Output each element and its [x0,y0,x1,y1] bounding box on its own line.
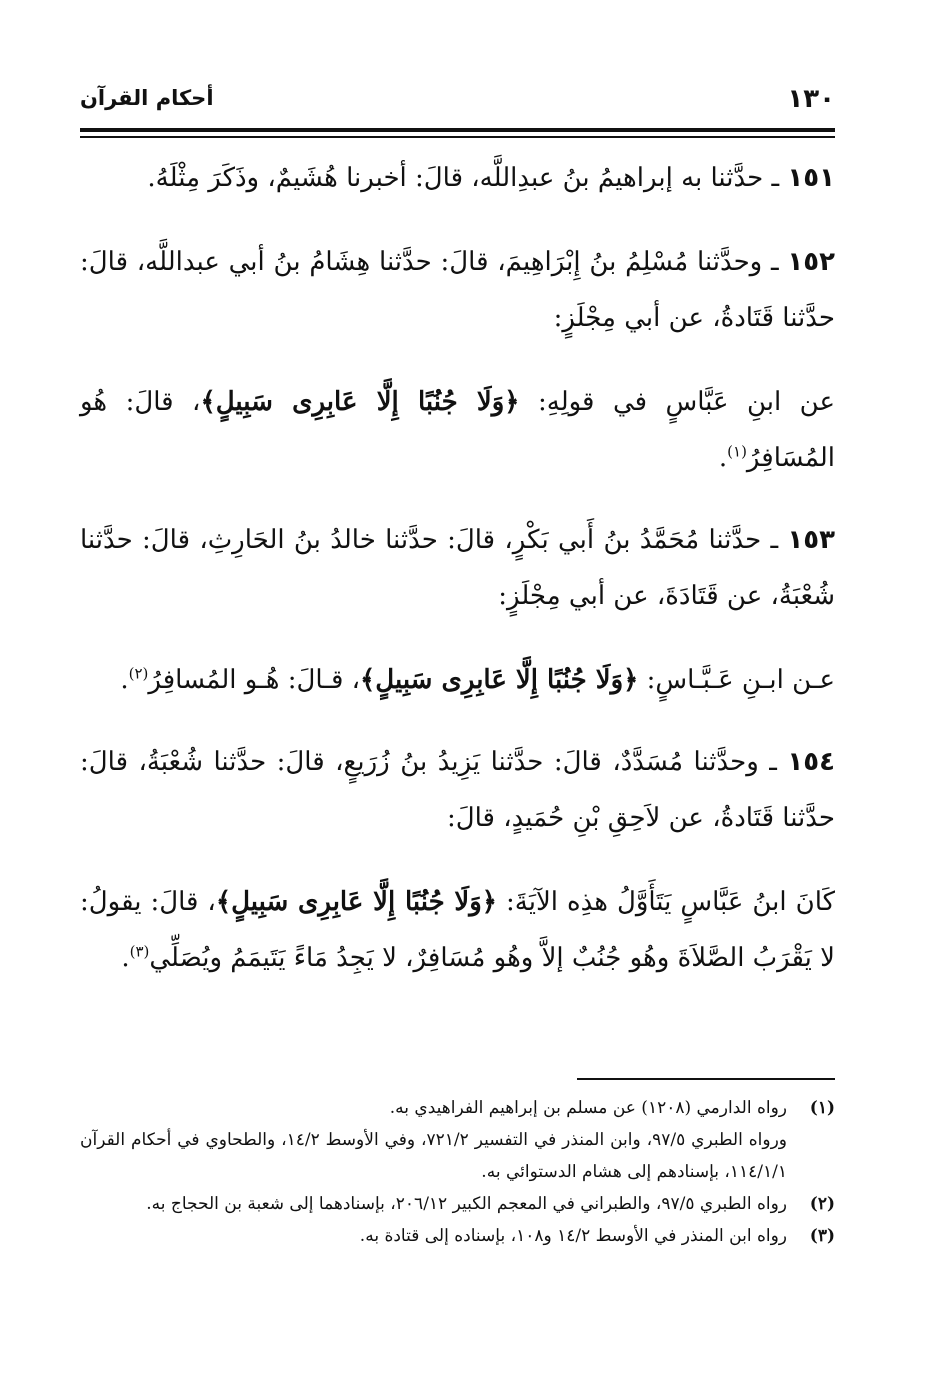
footnote-line: رواه الطبري ٩٧/٥، والطبراني في المعجم الكبير ٢٠٦/١٢، بإسنادهما إلى شعبة بن الحجاج به. [146,1194,787,1214]
footnote-line: رواه الدارمي (١٢٠٨) عن مسلم بن إبراهيم الفراهيدي به. [389,1098,787,1118]
page-header [80,84,835,122]
hadith-text: ـ وحدَّثنا مُسَدَّدٌ، قالَ: حدَّثنا يَزِيدُ بنُ زُرَيعٍ، قالَ: حدَّثنا شُعْبَةُ، قالَ: حدَّثنا قَتَادةُ، عن لاَحِقِ بْنِ حُمَيدٍ، قالَ: [80,747,835,833]
hadith-153 [80,512,835,624]
matn-intro: عن ابنِ عَبَّاسٍ في قولِهِ: [519,387,835,417]
hadith-number: ١٥٣ [787,525,835,555]
matn-end: . [718,443,728,473]
footnote-line: ورواه الطبري ٩٧/٥، وابن المنذر في التفسير ٧٢١/٢، وفي الأوسط ١٤/٢، والطحاوي في أحكام القرآن ١١٤/١/١، بإسنادهم إلى هشام الدستوائي به. [80,1130,788,1182]
hadith-number: ١٥٢ [787,247,835,277]
matn-text: ، قـالَ: هُـو المُسافِرُ [148,665,361,695]
hadith-152 [80,234,835,346]
page-number: ١٣٠ [787,84,835,114]
matn-end: . [120,665,129,695]
footnote-separator [577,1078,835,1080]
header-rule-thick [80,128,835,132]
matn-text: ، قالَ: هُو المُسَافِرُ [80,387,835,473]
footnote-2 [80,1188,835,1220]
footnote-ref-2[interactable]: (٢) [128,664,149,683]
footnote-1 [80,1092,835,1188]
main-text [80,150,835,1014]
hadith-text: ـ حدَّثنا به إبراهيمُ بنُ عبدِاللَّه، قالَ: أخبرنا هُشَيمٌ، وذَكَرَ مِثْلَهُ. [147,163,788,193]
matn-intro: كَانَ ابنُ عَبَّاسٍ يَتَأَوَّلُ هذِه الآيَةَ: [497,887,835,917]
footnote-mark: (١) [809,1098,835,1118]
quran-quote: ﴿وَلَا جُنُبًا إِلَّا عَابِرِى سَبِيلٍ﴾ [360,665,639,695]
quran-quote: ﴿وَلَا جُنُبًا إِلَّا عَابِرِى سَبِيلٍ﴾ [215,887,498,917]
hadith-154-matn [80,874,835,986]
hadith-154 [80,734,835,846]
footnotes [80,1092,835,1252]
hadith-151 [80,150,835,206]
footnote-mark: (٣) [809,1226,835,1246]
footnote-mark: (٢) [809,1194,835,1214]
hadith-153-matn [80,652,835,708]
footnote-ref-1[interactable]: (١) [727,442,747,461]
footnote-ref-3[interactable]: (٣) [129,942,150,961]
hadith-text: ـ وحدَّثنا مُسْلِمُ بنُ إِبْرَاهِيمَ، قالَ: حدَّثنا هِشَامُ بنُ أبي عبداللَّه، قالَ: حدَّثنا قَتَادةُ، عن أبي مِجْلَزٍ: [80,247,835,333]
quran-quote: ﴿وَلَا جُنُبًا إِلَّا عَابِرِى سَبِيلٍ﴾ [200,387,520,417]
hadith-152-matn [80,374,835,486]
matn-end: . [121,943,130,973]
footnote-line: رواه ابن المنذر في الأوسط ١٤/٢ و١٠٨، بإسناده إلى قتادة به. [359,1226,787,1246]
hadith-number: ١٥١ [787,163,835,193]
matn-intro: عـن ابـنِ عَـبَّـاسٍ: [638,665,835,695]
hadith-number: ١٥٤ [787,747,835,777]
footnote-3 [80,1220,835,1252]
matn-text: ، قالَ: يقولُ: لا يَقْرَبُ الصَّلاَةَ وهُو جُنُبٌ إلاَّ وهُو مُسَافِرٌ، لا يَجِدُ مَاءً يَتَيمَمُ ويُصَلِّي [80,887,835,973]
header-rule-thin [80,136,835,138]
book-title: أحكام القرآن [80,86,214,110]
hadith-text: ـ حدَّثنا مُحَمَّدُ بنُ أَبي بَكْرٍ، قالَ: حدَّثنا خالدُ بنُ الحَارِثِ، قالَ: حدَّثنا شُعْبَةُ، عن قَتَادَةَ، عن أبي مِجْلَزٍ: [80,525,835,611]
